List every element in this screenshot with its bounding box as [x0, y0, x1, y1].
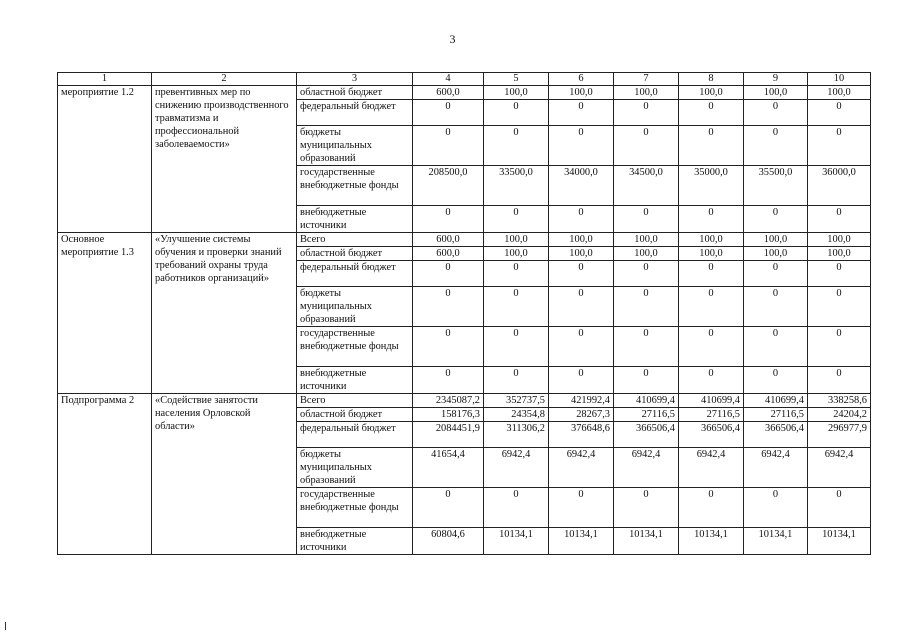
value-cell: 0 [808, 287, 871, 327]
header-row [58, 73, 871, 86]
value-cell: 600,0 [413, 233, 484, 247]
value-cell: 10134,1 [614, 528, 679, 555]
value-cell: 36000,0 [808, 166, 871, 206]
value-cell: 0 [808, 100, 871, 126]
value-cell: 0 [484, 488, 549, 528]
funding-source-cell: областной бюджет [297, 408, 413, 422]
value-cell: 0 [614, 327, 679, 367]
value-cell: 352737,5 [484, 394, 549, 408]
scan-mark [5, 622, 6, 630]
funding-source-cell: федеральный бюджет [297, 261, 413, 287]
value-cell: 6942,4 [744, 448, 808, 488]
funding-source-cell: государственные внебюджетные фонды [297, 327, 413, 367]
column-header: 5 [484, 73, 549, 86]
funding-source-cell: государственные внебюджетные фонды [297, 488, 413, 528]
value-cell: 2084451,9 [413, 422, 484, 448]
value-cell: 0 [614, 126, 679, 166]
value-cell: 100,0 [808, 233, 871, 247]
value-cell: 0 [808, 327, 871, 367]
value-cell: 0 [679, 206, 744, 233]
value-cell: 0 [744, 126, 808, 166]
value-cell: 366506,4 [679, 422, 744, 448]
value-cell: 0 [679, 126, 744, 166]
value-cell: 100,0 [614, 86, 679, 100]
value-cell: 100,0 [679, 247, 744, 261]
value-cell: 6942,4 [679, 448, 744, 488]
value-cell: 100,0 [744, 86, 808, 100]
value-cell: 208500,0 [413, 166, 484, 206]
value-cell: 100,0 [614, 233, 679, 247]
value-cell: 100,0 [484, 86, 549, 100]
value-cell: 366506,4 [744, 422, 808, 448]
value-cell: 0 [679, 261, 744, 287]
funding-source-cell: бюджеты муниципальных образований [297, 126, 413, 166]
value-cell: 0 [614, 100, 679, 126]
value-cell: 0 [744, 327, 808, 367]
value-cell: 0 [484, 126, 549, 166]
program-name-cell: Основное мероприятие 1.3 [58, 233, 152, 394]
value-cell: 0 [808, 261, 871, 287]
table-body [58, 86, 871, 555]
value-cell: 10134,1 [679, 528, 744, 555]
value-cell: 100,0 [484, 247, 549, 261]
value-cell: 100,0 [808, 247, 871, 261]
column-header: 10 [808, 73, 871, 86]
value-cell: 100,0 [549, 247, 614, 261]
value-cell: 0 [679, 488, 744, 528]
value-cell: 311306,2 [484, 422, 549, 448]
value-cell: 100,0 [744, 233, 808, 247]
value-cell: 0 [413, 126, 484, 166]
value-cell: 41654,4 [413, 448, 484, 488]
value-cell: 0 [549, 488, 614, 528]
column-header: 2 [152, 73, 297, 86]
funding-source-cell: внебюджетные источники [297, 367, 413, 394]
value-cell: 0 [484, 261, 549, 287]
value-cell: 6942,4 [614, 448, 679, 488]
value-cell: 6942,4 [808, 448, 871, 488]
value-cell: 421992,4 [549, 394, 614, 408]
funding-source-cell: бюджеты муниципальных образований [297, 287, 413, 327]
value-cell: 0 [549, 261, 614, 287]
value-cell: 600,0 [413, 247, 484, 261]
value-cell: 0 [744, 488, 808, 528]
value-cell: 34000,0 [549, 166, 614, 206]
funding-source-cell: областной бюджет [297, 86, 413, 100]
value-cell: 0 [484, 206, 549, 233]
value-cell: 100,0 [679, 233, 744, 247]
value-cell: 296977,9 [808, 422, 871, 448]
value-cell: 27116,5 [679, 408, 744, 422]
value-cell: 0 [614, 488, 679, 528]
value-cell: 100,0 [614, 247, 679, 261]
value-cell: 0 [744, 367, 808, 394]
value-cell: 0 [549, 126, 614, 166]
value-cell: 410699,4 [614, 394, 679, 408]
funding-source-cell: федеральный бюджет [297, 422, 413, 448]
program-title-cell: «Содействие занятости населения Орловской области» [152, 394, 297, 555]
value-cell: 0 [549, 287, 614, 327]
program-name-cell: мероприятие 1.2 [58, 86, 152, 233]
page-number: 3 [449, 32, 456, 46]
value-cell: 0 [549, 327, 614, 367]
funding-source-cell: государственные внебюджетные фонды [297, 166, 413, 206]
funding-source-cell: внебюджетные источники [297, 528, 413, 555]
value-cell: 24354,8 [484, 408, 549, 422]
value-cell: 10134,1 [808, 528, 871, 555]
value-cell: 10134,1 [744, 528, 808, 555]
value-cell: 600,0 [413, 86, 484, 100]
value-cell: 0 [679, 367, 744, 394]
value-cell: 35500,0 [744, 166, 808, 206]
value-cell: 100,0 [549, 86, 614, 100]
funding-source-cell: бюджеты муниципальных образований [297, 448, 413, 488]
value-cell: 0 [679, 100, 744, 126]
value-cell: 0 [614, 367, 679, 394]
value-cell: 0 [744, 261, 808, 287]
value-cell: 0 [484, 287, 549, 327]
value-cell: 2345087,2 [413, 394, 484, 408]
value-cell: 0 [413, 367, 484, 394]
value-cell: 10134,1 [549, 528, 614, 555]
value-cell: 24204,2 [808, 408, 871, 422]
value-cell: 158176,3 [413, 408, 484, 422]
value-cell: 27116,5 [744, 408, 808, 422]
column-header: 1 [58, 73, 152, 86]
value-cell: 100,0 [484, 233, 549, 247]
column-header: 6 [549, 73, 614, 86]
value-cell: 0 [679, 327, 744, 367]
value-cell: 100,0 [679, 86, 744, 100]
value-cell: 6942,4 [484, 448, 549, 488]
value-cell: 0 [679, 287, 744, 327]
value-cell: 100,0 [744, 247, 808, 261]
column-header: 9 [744, 73, 808, 86]
value-cell: 35000,0 [679, 166, 744, 206]
value-cell: 0 [808, 367, 871, 394]
value-cell: 338258,6 [808, 394, 871, 408]
value-cell: 376648,6 [549, 422, 614, 448]
value-cell: 0 [744, 100, 808, 126]
program-name-cell: Подпрограмма 2 [58, 394, 152, 555]
funding-source-cell: внебюджетные источники [297, 206, 413, 233]
program-title-cell: превентивных мер по снижению производственного травматизма и профессиональной заболеваемости» [152, 86, 297, 233]
value-cell: 0 [744, 287, 808, 327]
table-row [58, 394, 871, 408]
value-cell: 410699,4 [744, 394, 808, 408]
value-cell: 0 [808, 206, 871, 233]
funding-source-cell: федеральный бюджет [297, 100, 413, 126]
value-cell: 0 [413, 206, 484, 233]
value-cell: 33500,0 [484, 166, 549, 206]
value-cell: 0 [413, 287, 484, 327]
column-header: 3 [297, 73, 413, 86]
value-cell: 0 [808, 126, 871, 166]
value-cell: 0 [413, 327, 484, 367]
value-cell: 0 [808, 488, 871, 528]
value-cell: 0 [484, 100, 549, 126]
budget-table [57, 72, 871, 555]
column-header: 8 [679, 73, 744, 86]
program-title-cell: «Улучшение системы обучения и проверки знаний требований охраны труда работников организаций» [152, 233, 297, 394]
column-header: 7 [614, 73, 679, 86]
value-cell: 100,0 [808, 86, 871, 100]
value-cell: 0 [413, 488, 484, 528]
value-cell: 0 [744, 206, 808, 233]
value-cell: 0 [614, 287, 679, 327]
value-cell: 0 [614, 261, 679, 287]
value-cell: 366506,4 [614, 422, 679, 448]
table-row [58, 233, 871, 247]
value-cell: 0 [549, 206, 614, 233]
value-cell: 0 [614, 206, 679, 233]
value-cell: 0 [549, 100, 614, 126]
value-cell: 0 [549, 367, 614, 394]
value-cell: 28267,3 [549, 408, 614, 422]
value-cell: 27116,5 [614, 408, 679, 422]
value-cell: 410699,4 [679, 394, 744, 408]
value-cell: 60804,6 [413, 528, 484, 555]
value-cell: 10134,1 [484, 528, 549, 555]
value-cell: 0 [413, 100, 484, 126]
column-header: 4 [413, 73, 484, 86]
funding-source-cell: Всего [297, 394, 413, 408]
value-cell: 0 [484, 327, 549, 367]
funding-source-cell: областной бюджет [297, 247, 413, 261]
value-cell: 0 [484, 367, 549, 394]
value-cell: 6942,4 [549, 448, 614, 488]
value-cell: 0 [413, 261, 484, 287]
funding-source-cell: Всего [297, 233, 413, 247]
table-row [58, 86, 871, 100]
value-cell: 34500,0 [614, 166, 679, 206]
value-cell: 100,0 [549, 233, 614, 247]
